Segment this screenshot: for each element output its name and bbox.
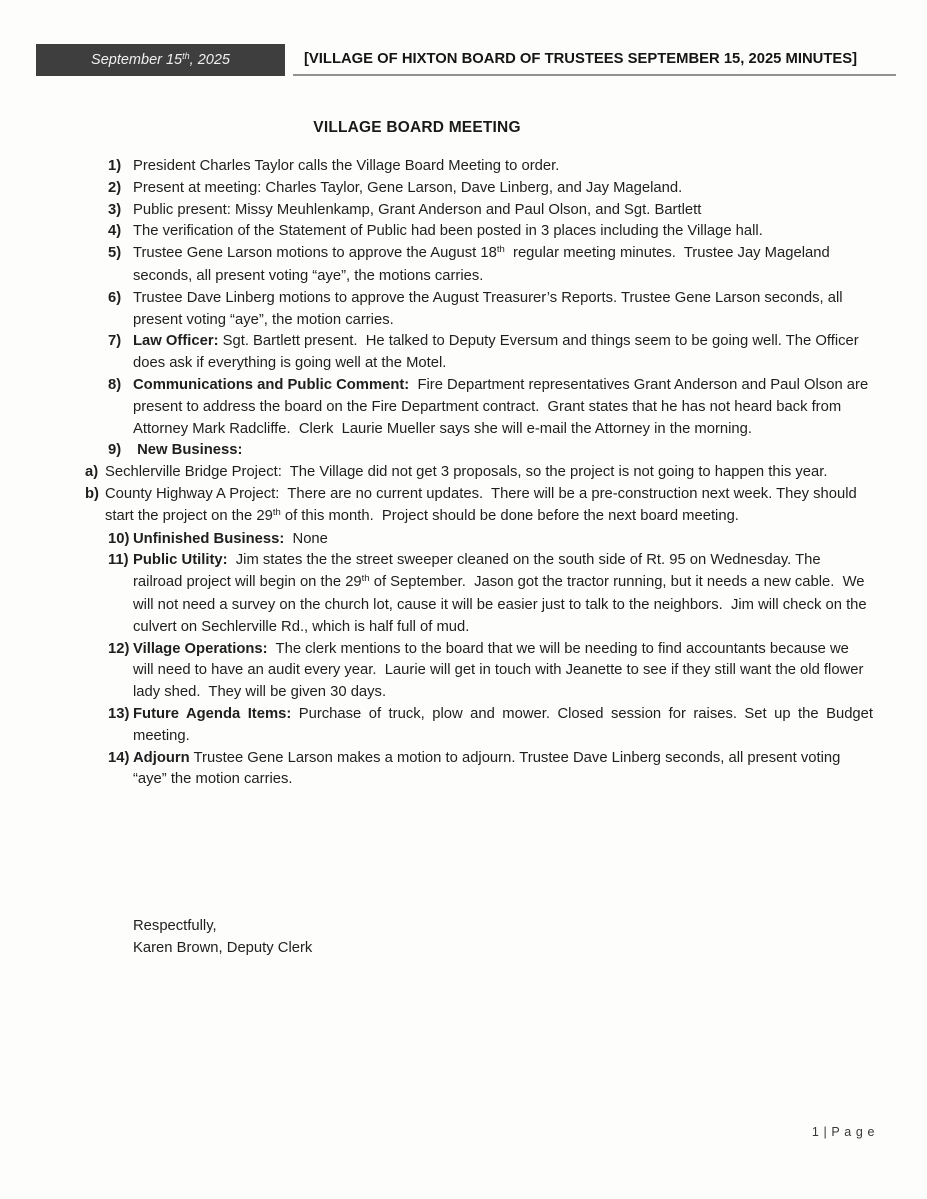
item-text bbox=[133, 442, 242, 458]
item-text bbox=[105, 464, 827, 480]
item-text bbox=[133, 180, 682, 196]
item-marker: 8) bbox=[108, 376, 122, 393]
minutes-list bbox=[0, 156, 927, 791]
item-marker: 10) bbox=[108, 530, 130, 547]
bold-run: Public Utility: bbox=[133, 552, 228, 569]
list-item bbox=[108, 156, 873, 178]
closing-block bbox=[133, 916, 312, 960]
bold-run: Communications and Public Comment: bbox=[133, 376, 410, 393]
text-run: Purchase of truck, plow and mower. Closed session for raises. Set up the Budget meeting. bbox=[133, 705, 873, 744]
closing-line-signature: Karen Brown, Deputy Clerk bbox=[133, 939, 313, 956]
superscript-text: th bbox=[496, 244, 505, 256]
text-run: None bbox=[284, 530, 328, 547]
item-text bbox=[133, 552, 871, 634]
item-text bbox=[133, 223, 763, 239]
bold-run: Adjourn bbox=[133, 749, 190, 766]
item-marker: 2) bbox=[108, 179, 122, 196]
header-date-prefix: September 15 bbox=[91, 52, 183, 68]
text-run: County Highway A Project: There are no current updates. There will be a pre-construction next week. They should start the project on the 29 bbox=[105, 485, 861, 524]
page-title: VILLAGE BOARD MEETING bbox=[313, 119, 521, 136]
list-item bbox=[108, 704, 873, 748]
header-date-suffix: , 2025 bbox=[189, 52, 230, 68]
closing-line-respectfully: Respectfully, bbox=[133, 918, 217, 934]
item-marker: 12) bbox=[108, 640, 130, 657]
list-item bbox=[108, 221, 873, 243]
item-marker: 14) bbox=[108, 749, 130, 766]
item-marker: 6) bbox=[108, 289, 122, 306]
list-item bbox=[108, 288, 873, 332]
header-title: [VILLAGE OF HIXTON BOARD OF TRUSTEES SEPTEMBER 15, 2025 MINUTES] bbox=[293, 44, 896, 76]
item-marker: 3) bbox=[108, 201, 122, 218]
bold-run: Unfinished Business: bbox=[133, 530, 285, 547]
text-run: President Charles Taylor calls the Village Board Meeting to order. bbox=[133, 158, 560, 174]
text-run: of this month. Project should be done before the next board meeting. bbox=[280, 507, 739, 524]
list-item bbox=[108, 550, 873, 638]
text-run: Trustee Gene Larson motions to approve the August 18 bbox=[133, 245, 497, 262]
header-date-box bbox=[36, 44, 285, 76]
item-marker: 13) bbox=[108, 705, 130, 722]
item-text bbox=[133, 706, 873, 744]
list-item bbox=[108, 243, 873, 288]
text-run: Sechlerville Bridge Project: The Village did not get 3 proposals, so the project is not going to happen this year. bbox=[105, 464, 828, 481]
item-marker: 7) bbox=[108, 333, 122, 350]
list-item bbox=[108, 440, 873, 462]
bold-run: New Business: bbox=[133, 442, 243, 459]
text-run: of September. Jason got the tractor running, but it needs a new cable. We will not need a survey on the church lot, cause it will be easier just to talk to the neighbors. Jim will check on the culvert on Sechlerville Rd., which is half full of mud. bbox=[133, 574, 871, 635]
item-text bbox=[105, 486, 861, 524]
item-text bbox=[133, 377, 872, 437]
item-marker: 9) bbox=[108, 442, 122, 459]
item-text bbox=[133, 333, 863, 371]
text-run: regular meeting minutes. Trustee Jay Mageland seconds, all present voting “aye”, the motions carries. bbox=[133, 245, 838, 284]
list-item bbox=[108, 639, 873, 704]
list-item bbox=[85, 484, 885, 529]
item-text bbox=[133, 641, 868, 701]
text-run: Public present: Missy Meuhlenkamp, Grant Anderson and Paul Olson, and Sgt. Bartlett bbox=[133, 201, 702, 218]
item-text bbox=[133, 158, 559, 174]
item-marker: b) bbox=[85, 485, 99, 502]
page-header bbox=[36, 44, 896, 76]
text-run: Sgt. Bartlett present. He talked to Deputy Eversum and things seem to be going well. The Officer does ask if everything is going well at the Motel. bbox=[133, 333, 863, 372]
text-run: Trustee Gene Larson makes a motion to adjourn. Trustee Dave Linberg seconds, all present voting “aye” the motion carries. bbox=[133, 749, 845, 788]
list-item bbox=[108, 529, 873, 551]
item-text bbox=[133, 750, 844, 788]
text-run: The verification of the Statement of Public had been posted in 3 places including the Village hall. bbox=[133, 223, 763, 240]
list-item bbox=[108, 331, 873, 375]
text-run: Fire Department representatives Grant Anderson and Paul Olson are present to address the board on the Fire Department contract. Grant states that he has not heard back from Attorney Mark Radcliffe. Clerk Laurie Mueller says she will e-mail the Attorney in the morning. bbox=[133, 376, 873, 437]
superscript-text: th bbox=[361, 573, 370, 585]
header-date-superscript: th bbox=[182, 51, 190, 61]
item-marker: 4) bbox=[108, 223, 122, 240]
text-run: Present at meeting: Charles Taylor, Gene Larson, Dave Linberg, and Jay Mageland. bbox=[133, 179, 683, 196]
superscript-text: th bbox=[272, 506, 281, 518]
item-text bbox=[133, 531, 328, 547]
list-item bbox=[108, 178, 873, 200]
item-text bbox=[133, 202, 701, 218]
bold-run: Future Agenda Items: bbox=[133, 705, 292, 722]
text-run: Jim states the the street sweeper cleaned on the south side of Rt. 95 on Wednesday. The railroad project will begin on the 29 bbox=[133, 552, 825, 591]
page-number: 1 | P a g e bbox=[811, 1125, 875, 1139]
list-item bbox=[85, 462, 885, 484]
item-marker: 1) bbox=[108, 158, 122, 174]
bold-run: Village Operations: bbox=[133, 640, 268, 657]
list-item bbox=[108, 748, 873, 792]
item-marker: 5) bbox=[108, 245, 122, 262]
text-run: The clerk mentions to the board that we will be needing to find accountants because we will need to have an audit every year. Laurie will get in touch with Jeanette to see if they still want the old flower lady shed. They will be given 30 days. bbox=[133, 640, 868, 701]
item-text bbox=[133, 290, 847, 328]
item-text bbox=[133, 245, 838, 284]
list-item bbox=[108, 375, 873, 440]
bold-run: Law Officer: bbox=[133, 333, 219, 350]
list-item bbox=[108, 200, 873, 222]
item-marker: 11) bbox=[108, 552, 129, 569]
text-run: Trustee Dave Linberg motions to approve the August Treasurer’s Reports. Trustee Gene Larson seconds, all present voting “aye”, the motion carries. bbox=[133, 289, 847, 328]
item-marker: a) bbox=[85, 464, 99, 481]
